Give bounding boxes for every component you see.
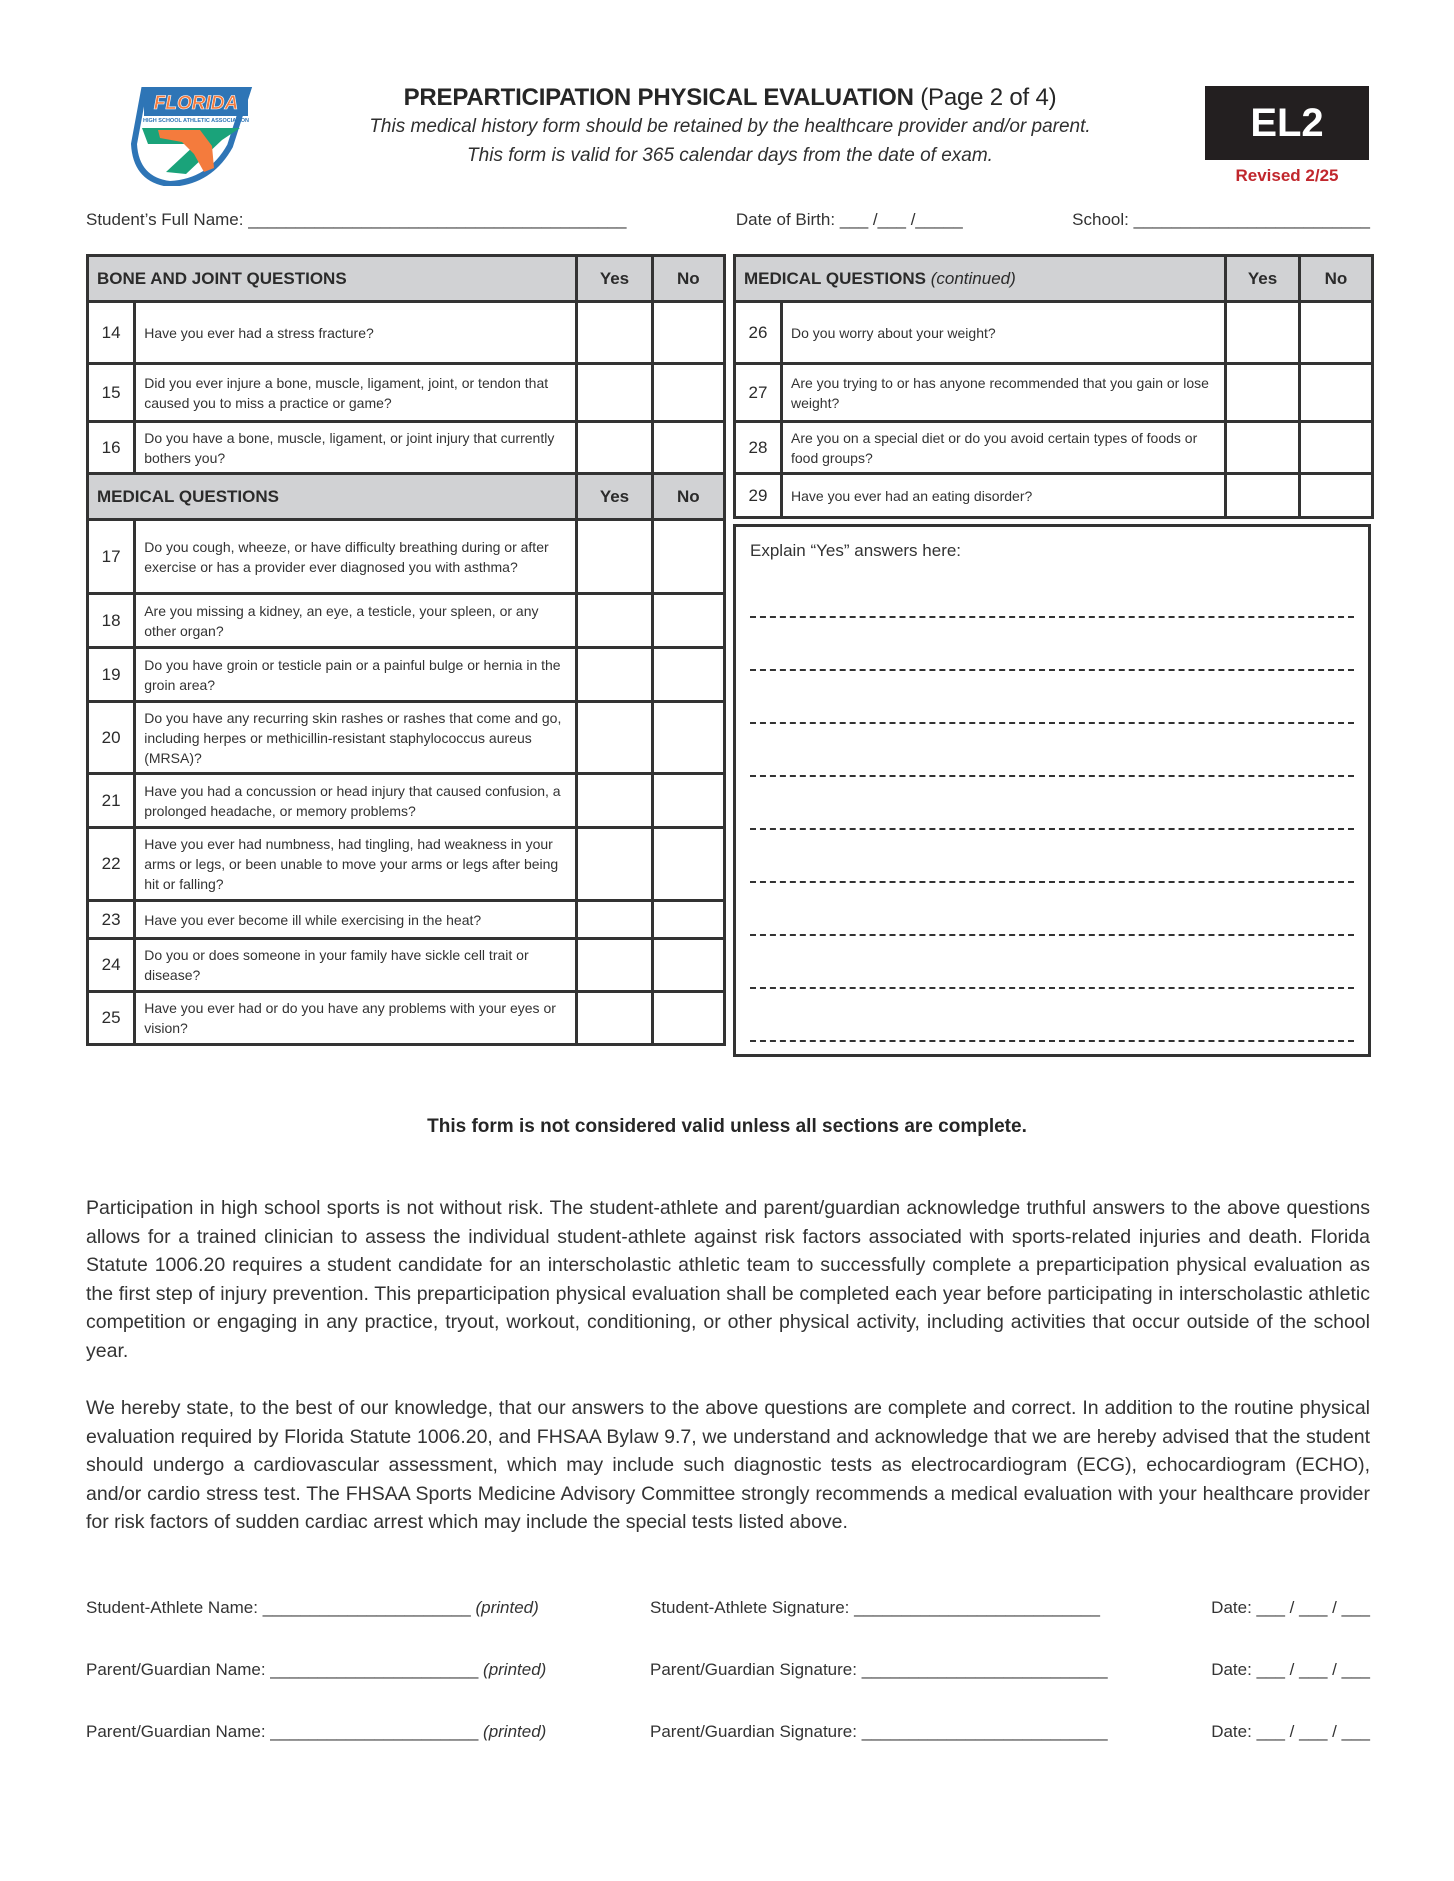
question-number: 15 — [88, 364, 135, 422]
question-number: 20 — [88, 702, 135, 774]
medical-continued-section-title — [735, 256, 1226, 302]
date-label: Date: — [1211, 1598, 1252, 1617]
yes-checkbox-16[interactable] — [577, 422, 652, 474]
date-blank[interactable]: ___ / ___ / ___ — [1256, 1598, 1370, 1617]
question-text: Do you have groin or testicle pain or a painful bulge or hernia in the groin area? — [135, 648, 577, 702]
title-bold: PREPARTICIPATION PHYSICAL EVALUATION — [403, 84, 914, 111]
question-row-19 — [88, 648, 725, 702]
student-athlete-name-field[interactable] — [86, 1598, 539, 1618]
yes-checkbox-20[interactable] — [577, 702, 652, 774]
no-checkbox-26[interactable] — [1300, 302, 1373, 364]
no-checkbox-28[interactable] — [1300, 422, 1373, 474]
no-checkbox-22[interactable] — [652, 828, 724, 901]
explain-line-8[interactable] — [750, 954, 1354, 1007]
question-row-22 — [88, 828, 725, 901]
yes-column-header: Yes — [577, 256, 652, 302]
question-number: 19 — [88, 648, 135, 702]
explain-line-6[interactable] — [750, 848, 1354, 901]
revision-label: Revised 2/25 — [1235, 166, 1339, 185]
question-row-15 — [88, 364, 725, 422]
parent-name-field-2[interactable] — [86, 1722, 546, 1742]
name-label: Parent/Guardian Name: — [86, 1722, 266, 1741]
student-name-blank[interactable]: ________________________________________ — [248, 210, 627, 229]
yes-checkbox-21[interactable] — [577, 774, 652, 828]
yes-checkbox-15[interactable] — [577, 364, 652, 422]
bone-joint-section-title: BONE AND JOINT QUESTIONS — [88, 256, 577, 302]
name-blank[interactable]: ______________________ — [262, 1598, 471, 1617]
yes-checkbox-29[interactable] — [1226, 474, 1300, 518]
parent-date-field-2[interactable] — [1211, 1722, 1370, 1742]
no-column-header: No — [1300, 256, 1373, 302]
parent-guardian-signature-row-1 — [86, 1660, 1370, 1680]
no-checkbox-15[interactable] — [652, 364, 724, 422]
parent-guardian-signature-row-2 — [86, 1722, 1370, 1742]
question-row-18 — [88, 594, 725, 648]
name-blank[interactable]: ______________________ — [270, 1722, 479, 1741]
question-row-14 — [88, 302, 725, 364]
no-checkbox-24[interactable] — [652, 939, 724, 992]
no-checkbox-16[interactable] — [652, 422, 724, 474]
question-text: Have you ever had numbness, had tingling, had weakness in your arms or legs, or been unable to move your arms or legs after being hit or falling? — [135, 828, 577, 901]
question-row-28 — [735, 422, 1373, 474]
yes-checkbox-26[interactable] — [1226, 302, 1300, 364]
question-text: Do you have a bone, muscle, ligament, or joint injury that currently bothers you? — [135, 422, 577, 474]
no-column-header: No — [652, 256, 724, 302]
medical-section-title: MEDICAL QUESTIONS — [88, 474, 577, 520]
question-number: 16 — [88, 422, 135, 474]
yes-column-header: Yes — [577, 474, 652, 520]
parent-name-field-1[interactable] — [86, 1660, 546, 1680]
question-text: Have you ever had a stress fracture? — [135, 302, 577, 364]
question-row-24 — [88, 939, 725, 992]
signature-blank[interactable]: __________________________ — [861, 1660, 1108, 1679]
section-title-text: MEDICAL QUESTIONS — [744, 268, 926, 288]
question-number: 29 — [735, 474, 782, 518]
question-row-21 — [88, 774, 725, 828]
yes-checkbox-22[interactable] — [577, 828, 652, 901]
question-row-16 — [88, 422, 725, 474]
yes-checkbox-27[interactable] — [1226, 364, 1300, 422]
explain-line-1[interactable] — [750, 583, 1354, 636]
student-info-line — [86, 210, 1370, 230]
title-page-indicator: (Page 2 of 4) — [913, 84, 1057, 111]
explain-line-5[interactable] — [750, 795, 1354, 848]
no-checkbox-17[interactable] — [652, 520, 724, 594]
question-number: 22 — [88, 828, 135, 901]
student-athlete-date-field[interactable] — [1211, 1598, 1370, 1618]
fhsaa-logo — [130, 84, 255, 186]
declaration-paragraph: We hereby state, to the best of our knowledge, that our answers to the above questions are complete and correct. In addition to the routine physical evaluation required by Florida Statute 1006.20, and FHSAA Bylaw 9.7, we understand and acknowledge that we are hereby advised that the student should undergo a cardiovascular assessment, which may include such diagnostic tests as electrocardiogram (ECG), echocardiogram (ECHO), and/or cardio stress test. The FHSAA Sports Medicine Advisory Committee strongly recommends a medical evaluation with your healthcare provider for risk factors of sudden cardiac arrest which may include the special tests listed above. — [86, 1397, 1370, 1533]
florida-shield-icon — [130, 84, 255, 186]
explain-line-3[interactable] — [750, 689, 1354, 742]
question-text: Are you missing a kidney, an eye, a testicle, your spleen, or any other organ? — [135, 594, 577, 648]
question-row-20 — [88, 702, 725, 774]
yes-checkbox-18[interactable] — [577, 594, 652, 648]
no-checkbox-19[interactable] — [652, 648, 724, 702]
yes-checkbox-19[interactable] — [577, 648, 652, 702]
explain-line-2[interactable] — [750, 636, 1354, 689]
question-number: 28 — [735, 422, 782, 474]
question-row-27 — [735, 364, 1373, 422]
question-row-29 — [735, 474, 1373, 518]
question-row-17 — [88, 520, 725, 594]
explain-label: Explain “Yes” answers here: — [750, 541, 962, 560]
question-number: 14 — [88, 302, 135, 364]
form-code-badge: EL2 — [1205, 86, 1369, 160]
question-text: Have you ever had an eating disorder? — [782, 474, 1226, 518]
parent-signature-field-2[interactable] — [650, 1722, 1108, 1742]
dob-field[interactable] — [736, 210, 963, 230]
question-text: Did you ever injure a bone, muscle, ligament, joint, or tendon that caused you to miss a practice or game? — [135, 364, 577, 422]
date-blank[interactable]: ___ / ___ / ___ — [1256, 1660, 1370, 1679]
signature-label: Student-Athlete Signature: — [649, 1598, 850, 1617]
date-label: Date: — [1211, 1660, 1252, 1679]
no-checkbox-23[interactable] — [652, 901, 724, 939]
yes-checkbox-24[interactable] — [577, 939, 652, 992]
printed-note: (printed) — [483, 1722, 547, 1741]
name-label: Parent/Guardian Name: — [86, 1660, 266, 1679]
explain-line-4[interactable] — [750, 742, 1354, 795]
question-row-25 — [88, 992, 725, 1045]
signature-label: Parent/Guardian Signature: — [650, 1660, 857, 1679]
medical-header-row — [88, 474, 725, 520]
question-number: 26 — [735, 302, 782, 364]
name-label: Student-Athlete Name: — [86, 1598, 258, 1617]
risk-acknowledgement-paragraph: Participation in high school sports is not without risk. The student-athlete and parent/guardian acknowledge truthful answers to the above questions allows for a trained clinician to assess the individual student-athlete against risk factors associated with sports-related injuries and death. Florida Statute 1006.20 requires a student candidate for an interscholastic athletic team to successfully complete a preparticipation physical evaluation as the first step of injury prevention. This preparticipation physical evaluation shall be completed each year before participating in interscholastic athletic competition or engaging in any practice, tryout, workout, conditioning, or other physical activity, including activities that occur outside of the school year. — [86, 1197, 1370, 1362]
question-text: Are you trying to or has anyone recommended that you gain or lose weight? — [782, 364, 1226, 422]
yes-column-header: Yes — [1226, 256, 1300, 302]
question-text: Do you worry about your weight? — [782, 302, 1226, 364]
question-number: 27 — [735, 364, 782, 422]
yes-checkbox-17[interactable] — [577, 520, 652, 594]
school-label: School: — [1072, 210, 1129, 229]
student-athlete-signature-field[interactable] — [650, 1598, 1100, 1618]
bone-joint-header-row — [88, 256, 725, 302]
yes-checkbox-23[interactable] — [577, 901, 652, 939]
yes-checkbox-25[interactable] — [577, 992, 652, 1045]
question-number: 24 — [88, 939, 135, 992]
signature-blank[interactable]: __________________________ — [861, 1722, 1108, 1741]
no-checkbox-29[interactable] — [1300, 474, 1373, 518]
medical-continued-header-row — [735, 256, 1373, 302]
question-row-23 — [88, 901, 725, 939]
question-row-26 — [735, 302, 1373, 364]
left-question-table — [86, 254, 726, 1046]
question-text: Do you or does someone in your family have sickle cell trait or disease? — [135, 939, 577, 992]
page-title — [280, 84, 1180, 112]
school-field[interactable] — [1072, 210, 1370, 230]
no-checkbox-25[interactable] — [652, 992, 724, 1045]
question-number: 25 — [88, 992, 135, 1045]
subtitle-validity: This form is valid for 365 calendar days from the date of exam. — [467, 145, 993, 166]
date-blank[interactable]: ___ / ___ / ___ — [1256, 1722, 1370, 1741]
question-text: Have you had a concussion or head injury that caused confusion, a prolonged headache, or memory problems? — [135, 774, 577, 828]
question-number: 23 — [88, 901, 135, 939]
question-text: Are you on a special diet or do you avoid certain types of foods or food groups? — [782, 422, 1226, 474]
validity-notice: This form is not considered valid unless all sections are complete. — [427, 1116, 1027, 1137]
printed-note: (printed) — [483, 1660, 547, 1679]
student-name-label: Student’s Full Name: — [86, 210, 244, 229]
no-checkbox-18[interactable] — [652, 594, 724, 648]
svg-text:HIGH SCHOOL ATHLETIC ASSOCIATI: HIGH SCHOOL ATHLETIC ASSOCIATION — [143, 118, 249, 124]
question-number: 17 — [88, 520, 135, 594]
dob-label: Date of Birth: — [735, 210, 836, 229]
dob-blank[interactable]: ___ /___ /_____ — [839, 210, 963, 229]
parent-signature-field-1[interactable] — [650, 1660, 1108, 1680]
parent-date-field-1[interactable] — [1211, 1660, 1370, 1680]
no-checkbox-27[interactable] — [1300, 364, 1373, 422]
signature-blank[interactable]: __________________________ — [854, 1598, 1100, 1617]
date-label: Date: — [1211, 1722, 1252, 1741]
explain-line-9[interactable] — [750, 1007, 1354, 1060]
question-text: Have you ever had or do you have any problems with your eyes or vision? — [135, 992, 577, 1045]
question-text: Do you have any recurring skin rashes or rashes that come and go, including herpes or methicillin-resistant staphylococcus aureus (MRSA)? — [135, 702, 577, 774]
yes-checkbox-14[interactable] — [577, 302, 652, 364]
explain-line-7[interactable] — [750, 901, 1354, 954]
school-blank[interactable]: _________________________ — [1133, 210, 1370, 229]
question-text: Have you ever become ill while exercising in the heat? — [135, 901, 577, 939]
svg-text:FLORIDA: FLORIDA — [153, 93, 239, 114]
title-block — [280, 84, 1180, 170]
no-column-header: No — [652, 474, 724, 520]
question-number: 21 — [88, 774, 135, 828]
question-text: Do you cough, wheeze, or have difficulty breathing during or after exercise or has a provider ever diagnosed you with asthma? — [135, 520, 577, 594]
student-athlete-signature-row — [86, 1598, 1370, 1618]
explain-yes-answers-box — [733, 524, 1371, 1057]
section-title-suffix: (continued) — [930, 268, 1016, 288]
no-checkbox-21[interactable] — [652, 774, 724, 828]
right-question-table — [733, 254, 1374, 519]
yes-checkbox-28[interactable] — [1226, 422, 1300, 474]
student-name-field[interactable] — [86, 210, 626, 230]
name-blank[interactable]: ______________________ — [270, 1660, 479, 1679]
signature-label: Parent/Guardian Signature: — [650, 1722, 857, 1741]
subtitle-retention: This medical history form should be retained by the healthcare provider and/or parent. — [369, 116, 1091, 137]
question-number: 18 — [88, 594, 135, 648]
no-checkbox-20[interactable] — [652, 702, 724, 774]
no-checkbox-14[interactable] — [652, 302, 724, 364]
printed-note: (printed) — [475, 1598, 539, 1617]
